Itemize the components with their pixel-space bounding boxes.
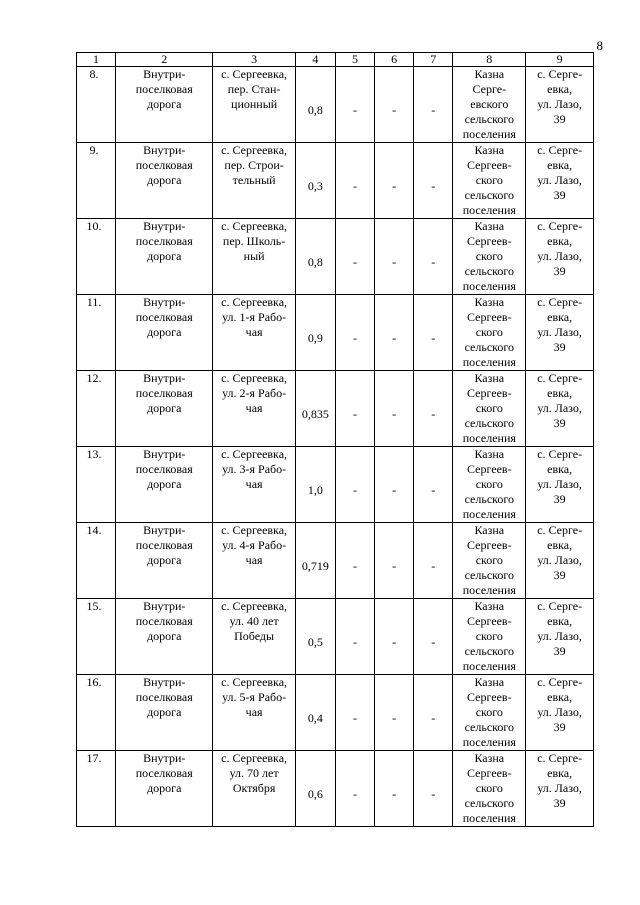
table-row xyxy=(77,447,594,523)
object-address-cell xyxy=(213,219,295,295)
object-name-cell xyxy=(116,523,213,599)
column-header: 9 xyxy=(526,53,594,67)
object-name: Внутри- поселковая дорога xyxy=(135,371,193,415)
owner-location: с. Серге- евка, ул. Лазо, 39 xyxy=(537,219,583,278)
owner-location: с. Серге- евка, ул. Лазо, 39 xyxy=(537,523,583,582)
table-row xyxy=(77,675,594,751)
column-7-value: - xyxy=(431,103,436,117)
object-address: с. Сергеевка, ул. 5-я Рабо- чая xyxy=(221,675,288,719)
column-6-value-cell xyxy=(375,67,414,143)
road-length: 0,3 xyxy=(307,179,323,193)
table-row xyxy=(77,67,594,143)
row-number: 14. xyxy=(86,523,102,537)
object-address: с. Сергеевка, пер. Стан- ционный xyxy=(221,67,288,111)
owner-info-cell xyxy=(453,67,526,143)
road-length: 0,4 xyxy=(307,711,323,725)
column-7-value-cell xyxy=(414,523,453,599)
column-7-value: - xyxy=(431,179,436,193)
column-5-value-cell xyxy=(336,295,375,371)
object-address: с. Сергеевка, ул. 4-я Рабо- чая xyxy=(221,523,288,567)
object-address: с. Сергеевка, ул. 70 лет Октября xyxy=(221,751,288,795)
object-address-cell xyxy=(213,295,295,371)
row-number: 13. xyxy=(86,447,102,461)
object-name: Внутри- поселковая дорога xyxy=(135,143,193,187)
row-number-cell xyxy=(77,67,116,143)
owner-location: с. Серге- евка, ул. Лазо, 39 xyxy=(537,371,583,430)
road-length: 0,5 xyxy=(307,635,323,649)
row-number-cell xyxy=(77,295,116,371)
column-6-value: - xyxy=(392,559,397,573)
object-name: Внутри- поселковая дорога xyxy=(135,447,193,491)
column-5-value-cell xyxy=(336,143,375,219)
row-number: 9. xyxy=(89,143,99,157)
page-number: 8 xyxy=(596,38,603,53)
road-length-cell xyxy=(295,523,335,599)
owner-info: Казна Серге- евского сельского поселения xyxy=(462,67,516,141)
owner-info: Казна Сергеев- ского сельского поселения xyxy=(462,751,516,825)
object-address-cell xyxy=(213,751,295,827)
owner-info-cell xyxy=(453,751,526,827)
road-length: 0,719 xyxy=(301,559,329,573)
object-address: с. Сергеевка, ул. 3-я Рабо- чая xyxy=(221,447,288,491)
owner-location: с. Серге- евка, ул. Лазо, 39 xyxy=(537,143,583,202)
owner-info: Казна Сергеев- ского сельского поселения xyxy=(462,219,516,293)
owner-info: Казна Сергеев- ского сельского поселения xyxy=(462,371,516,445)
owner-info-cell xyxy=(453,219,526,295)
owner-location: с. Серге- евка, ул. Лазо, 39 xyxy=(537,599,583,658)
owner-info-cell xyxy=(453,295,526,371)
column-5-value: - xyxy=(353,103,358,117)
table-row xyxy=(77,143,594,219)
object-name: Внутри- поселковая дорога xyxy=(135,523,193,567)
row-number-cell xyxy=(77,447,116,523)
column-7-value: - xyxy=(431,787,436,801)
owner-location-cell xyxy=(526,751,594,827)
road-length: 0,9 xyxy=(307,331,323,345)
column-6-value: - xyxy=(392,407,397,421)
table-row xyxy=(77,751,594,827)
column-5-value-cell xyxy=(336,523,375,599)
column-7-value: - xyxy=(431,711,436,725)
column-6-value: - xyxy=(392,635,397,649)
owner-location-cell xyxy=(526,219,594,295)
row-number: 12. xyxy=(86,371,102,385)
column-7-value-cell xyxy=(414,143,453,219)
column-5-value: - xyxy=(353,255,358,269)
row-number: 17. xyxy=(86,751,102,765)
column-5-value: - xyxy=(353,483,358,497)
owner-location-cell xyxy=(526,675,594,751)
column-5-value-cell xyxy=(336,67,375,143)
column-5-value: - xyxy=(353,179,358,193)
object-name-cell xyxy=(116,599,213,675)
column-7-value-cell xyxy=(414,599,453,675)
column-5-value-cell xyxy=(336,371,375,447)
owner-info-cell xyxy=(453,143,526,219)
column-header: 7 xyxy=(414,53,453,67)
column-6-value-cell xyxy=(375,675,414,751)
object-name-cell xyxy=(116,143,213,219)
column-6-value-cell xyxy=(375,219,414,295)
road-length-cell xyxy=(295,447,335,523)
row-number-cell xyxy=(77,219,116,295)
column-5-value: - xyxy=(353,331,358,345)
object-address-cell xyxy=(213,447,295,523)
owner-info: Казна Сергеев- ского сельского поселения xyxy=(462,143,516,217)
road-length-cell xyxy=(295,67,335,143)
object-address-cell xyxy=(213,599,295,675)
object-name-cell xyxy=(116,675,213,751)
column-header: 1 xyxy=(77,53,116,67)
column-7-value-cell xyxy=(414,371,453,447)
column-6-value-cell xyxy=(375,523,414,599)
object-address: с. Сергеевка, ул. 1-я Рабо- чая xyxy=(221,295,288,339)
owner-location-cell xyxy=(526,447,594,523)
row-number-cell xyxy=(77,523,116,599)
object-address: с. Сергеевка, пер. Строи- тельный xyxy=(221,143,288,187)
roads-registry-table xyxy=(76,52,594,827)
row-number-cell xyxy=(77,143,116,219)
column-6-value: - xyxy=(392,103,397,117)
column-header: 2 xyxy=(116,53,213,67)
owner-location-cell xyxy=(526,523,594,599)
owner-info-cell xyxy=(453,675,526,751)
owner-location-cell xyxy=(526,143,594,219)
owner-location-cell xyxy=(526,371,594,447)
column-5-value-cell xyxy=(336,447,375,523)
table-row xyxy=(77,295,594,371)
column-6-value: - xyxy=(392,787,397,801)
column-5-value: - xyxy=(353,711,358,725)
object-name-cell xyxy=(116,295,213,371)
column-7-value-cell xyxy=(414,67,453,143)
road-length: 1,0 xyxy=(307,483,323,497)
column-6-value: - xyxy=(392,179,397,193)
object-address-cell xyxy=(213,143,295,219)
column-5-value: - xyxy=(353,787,358,801)
column-6-value-cell xyxy=(375,143,414,219)
table-body xyxy=(77,67,594,827)
owner-info-cell xyxy=(453,447,526,523)
table-row xyxy=(77,523,594,599)
object-name-cell xyxy=(116,219,213,295)
column-7-value-cell xyxy=(414,675,453,751)
column-6-value-cell xyxy=(375,751,414,827)
object-name: Внутри- поселковая дорога xyxy=(135,675,193,719)
owner-info-cell xyxy=(453,371,526,447)
row-number-cell xyxy=(77,371,116,447)
object-address: с. Сергеевка, ул. 2-я Рабо- чая xyxy=(221,371,288,415)
column-7-value: - xyxy=(431,331,436,345)
column-7-value: - xyxy=(431,407,436,421)
column-header: 4 xyxy=(295,53,335,67)
column-7-value-cell xyxy=(414,447,453,523)
column-6-value-cell xyxy=(375,295,414,371)
owner-info: Казна Сергеев- ского сельского поселения xyxy=(462,523,516,597)
column-7-value: - xyxy=(431,559,436,573)
column-7-value: - xyxy=(431,483,436,497)
road-length: 0,8 xyxy=(307,103,323,117)
owner-info: Казна Сергеев- ского сельского поселения xyxy=(462,599,516,673)
column-6-value: - xyxy=(392,331,397,345)
owner-info: Казна Сергеев- ского сельского поселения xyxy=(462,447,516,521)
column-5-value: - xyxy=(353,407,358,421)
road-length: 0,6 xyxy=(307,787,323,801)
row-number-cell xyxy=(77,599,116,675)
owner-location: с. Серге- евка, ул. Лазо, 39 xyxy=(537,67,583,126)
column-5-value: - xyxy=(353,559,358,573)
road-length-cell xyxy=(295,143,335,219)
table-row xyxy=(77,219,594,295)
object-address-cell xyxy=(213,371,295,447)
row-number: 10. xyxy=(86,219,102,233)
column-6-value: - xyxy=(392,711,397,725)
object-name: Внутри- поселковая дорога xyxy=(135,295,193,339)
object-address: с. Сергеевка, ул. 40 лет Победы xyxy=(221,599,288,643)
road-length-cell xyxy=(295,295,335,371)
road-length-cell xyxy=(295,675,335,751)
column-5-value-cell xyxy=(336,675,375,751)
owner-location: с. Серге- евка, ул. Лазо, 39 xyxy=(537,295,583,354)
owner-location-cell xyxy=(526,599,594,675)
column-7-value-cell xyxy=(414,751,453,827)
row-number: 15. xyxy=(86,599,102,613)
column-6-value-cell xyxy=(375,447,414,523)
road-length: 0,8 xyxy=(307,255,323,269)
column-6-value: - xyxy=(392,255,397,269)
object-address-cell xyxy=(213,67,295,143)
object-address-cell xyxy=(213,675,295,751)
owner-location-cell xyxy=(526,67,594,143)
column-7-value-cell xyxy=(414,219,453,295)
object-name-cell xyxy=(116,751,213,827)
row-number: 8. xyxy=(89,67,99,81)
object-name: Внутри- поселковая дорога xyxy=(135,67,193,111)
object-address-cell xyxy=(213,523,295,599)
column-header: 3 xyxy=(213,53,295,67)
column-number-row xyxy=(77,53,594,67)
owner-location: с. Серге- евка, ул. Лазо, 39 xyxy=(537,751,583,810)
owner-location: с. Серге- евка, ул. Лазо, 39 xyxy=(537,447,583,506)
row-number: 16. xyxy=(86,675,102,689)
table-row xyxy=(77,371,594,447)
object-name: Внутри- поселковая дорога xyxy=(135,599,193,643)
object-name: Внутри- поселковая дорога xyxy=(135,219,193,263)
owner-info: Казна Сергеев- ского сельского поселения xyxy=(462,675,516,749)
road-length-cell xyxy=(295,599,335,675)
object-name-cell xyxy=(116,447,213,523)
row-number-cell xyxy=(77,675,116,751)
row-number-cell xyxy=(77,751,116,827)
column-header: 5 xyxy=(336,53,375,67)
column-6-value-cell xyxy=(375,599,414,675)
object-name: Внутри- поселковая дорога xyxy=(135,751,193,795)
owner-info-cell xyxy=(453,599,526,675)
column-6-value: - xyxy=(392,483,397,497)
column-header: 6 xyxy=(375,53,414,67)
column-5-value-cell xyxy=(336,219,375,295)
column-6-value-cell xyxy=(375,371,414,447)
column-7-value-cell xyxy=(414,295,453,371)
column-7-value: - xyxy=(431,635,436,649)
column-5-value-cell xyxy=(336,599,375,675)
column-7-value: - xyxy=(431,255,436,269)
road-length: 0,835 xyxy=(301,407,329,421)
row-number: 11. xyxy=(86,295,102,309)
owner-location-cell xyxy=(526,295,594,371)
road-length-cell xyxy=(295,219,335,295)
road-length-cell xyxy=(295,371,335,447)
owner-info-cell xyxy=(453,523,526,599)
road-length-cell xyxy=(295,751,335,827)
column-5-value-cell xyxy=(336,751,375,827)
object-name-cell xyxy=(116,67,213,143)
owner-info: Казна Сергеев- ского сельского поселения xyxy=(462,295,516,369)
object-address: с. Сергеевка, пер. Школь- ный xyxy=(221,219,288,263)
table-row xyxy=(77,599,594,675)
column-header: 8 xyxy=(453,53,526,67)
object-name-cell xyxy=(116,371,213,447)
column-5-value: - xyxy=(353,635,358,649)
owner-location: с. Серге- евка, ул. Лазо, 39 xyxy=(537,675,583,734)
